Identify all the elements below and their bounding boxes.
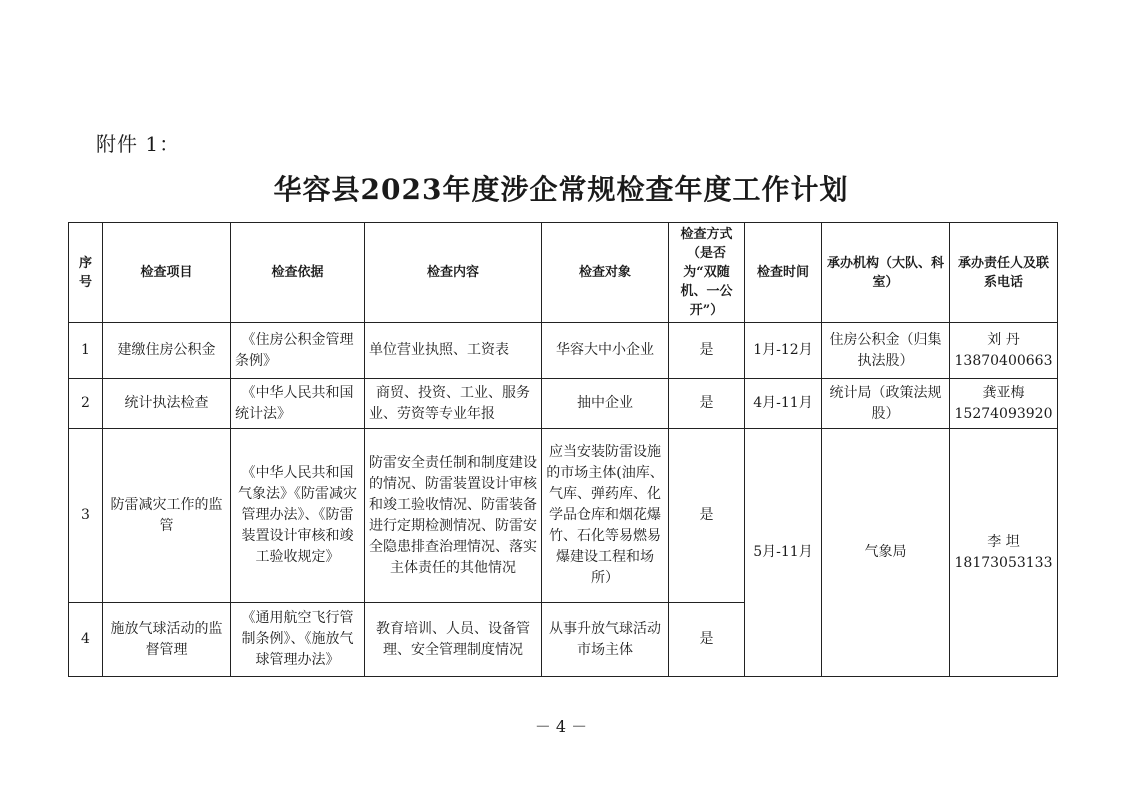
cell-content: 防雷安全责任制和制度建设的情况、防雷装置设计审核和竣工验收情况、防雷装备进行定期检测情况、防雷安全隐患排查治理情况、落实主体责任的其他情况 (365, 429, 542, 603)
cell-contact (950, 323, 1058, 379)
cell-time: 1月-12月 (745, 323, 822, 379)
cell-content: 教育培训、人员、设备管理、安全管理制度情况 (365, 603, 542, 677)
cell-content: 商贸、投资、工业、服务业、劳资等专业年报 (365, 379, 542, 429)
table-header-row (69, 223, 1058, 323)
cell-method: 是 (669, 603, 745, 677)
header-contact: 承办责任人及联系电话 (950, 223, 1058, 323)
contact-phone: 15274093920 (954, 405, 1053, 422)
cell-content: 单位营业执照、工资表 (365, 323, 542, 379)
cell-time: 5月-11月 (745, 429, 822, 677)
page-number: － 4 － (534, 717, 588, 736)
cell-seq: 2 (69, 379, 103, 429)
cell-item: 施放气球活动的监督管理 (103, 603, 231, 677)
table-row (69, 323, 1058, 379)
table-row (69, 429, 1058, 603)
cell-org: 住房公积金（归集执法股） (822, 323, 950, 379)
cell-method: 是 (669, 323, 745, 379)
cell-basis: 《住房公积金管理条例》 (231, 323, 365, 379)
cell-org: 统计局（政策法规股） (822, 379, 950, 429)
header-time: 检查时间 (745, 223, 822, 323)
header-org: 承办机构（大队、科室） (822, 223, 950, 323)
header-content: 检查内容 (365, 223, 542, 323)
cell-method: 是 (669, 379, 745, 429)
cell-time: 4月-11月 (745, 379, 822, 429)
document-title: 华容县2023年度涉企常规检查年度工作计划 (273, 173, 849, 206)
cell-target: 华容大中小企业 (542, 323, 669, 379)
cell-basis: 《中华人民共和国气象法》《防雷减灾管理办法》、《防雷装置设计审核和竣工验收规定》 (231, 429, 365, 603)
cell-item: 统计执法检查 (103, 379, 231, 429)
contact-person: 龚亚梅 (982, 384, 1025, 401)
header-method: 检查方式（是否为“双随机、一公开”） (669, 223, 745, 323)
header-item: 检查项目 (103, 223, 231, 323)
cell-seq: 4 (69, 603, 103, 677)
inspection-plan-table (68, 222, 1058, 677)
header-seq: 序号 (69, 223, 103, 323)
header-target: 检查对象 (542, 223, 669, 323)
cell-contact (950, 429, 1058, 677)
contact-person: 刘 丹 (987, 331, 1020, 348)
cell-contact (950, 379, 1058, 429)
table-row (69, 379, 1058, 429)
cell-target: 应当安装防雷设施的市场主体(油库、气库、弹药库、化学品仓库和烟花爆竹、石化等易燃易爆建设工程和场所） (542, 429, 669, 603)
cell-basis: 《通用航空飞行管制条例》、《施放气球管理办法》 (231, 603, 365, 677)
attachment-label: 附件 1： (96, 132, 181, 156)
header-basis: 检查依据 (231, 223, 365, 323)
cell-target: 抽中企业 (542, 379, 669, 429)
cell-item: 建缴住房公积金 (103, 323, 231, 379)
cell-org: 气象局 (822, 429, 950, 677)
contact-phone: 18173053133 (954, 554, 1053, 571)
cell-seq: 1 (69, 323, 103, 379)
contact-person: 李 坦 (987, 533, 1020, 550)
cell-seq: 3 (69, 429, 103, 603)
cell-item: 防雷减灾工作的监管 (103, 429, 231, 603)
contact-phone: 13870400663 (954, 352, 1053, 369)
cell-basis: 《中华人民共和国统计法》 (231, 379, 365, 429)
cell-method: 是 (669, 429, 745, 603)
cell-target: 从事升放气球活动市场主体 (542, 603, 669, 677)
